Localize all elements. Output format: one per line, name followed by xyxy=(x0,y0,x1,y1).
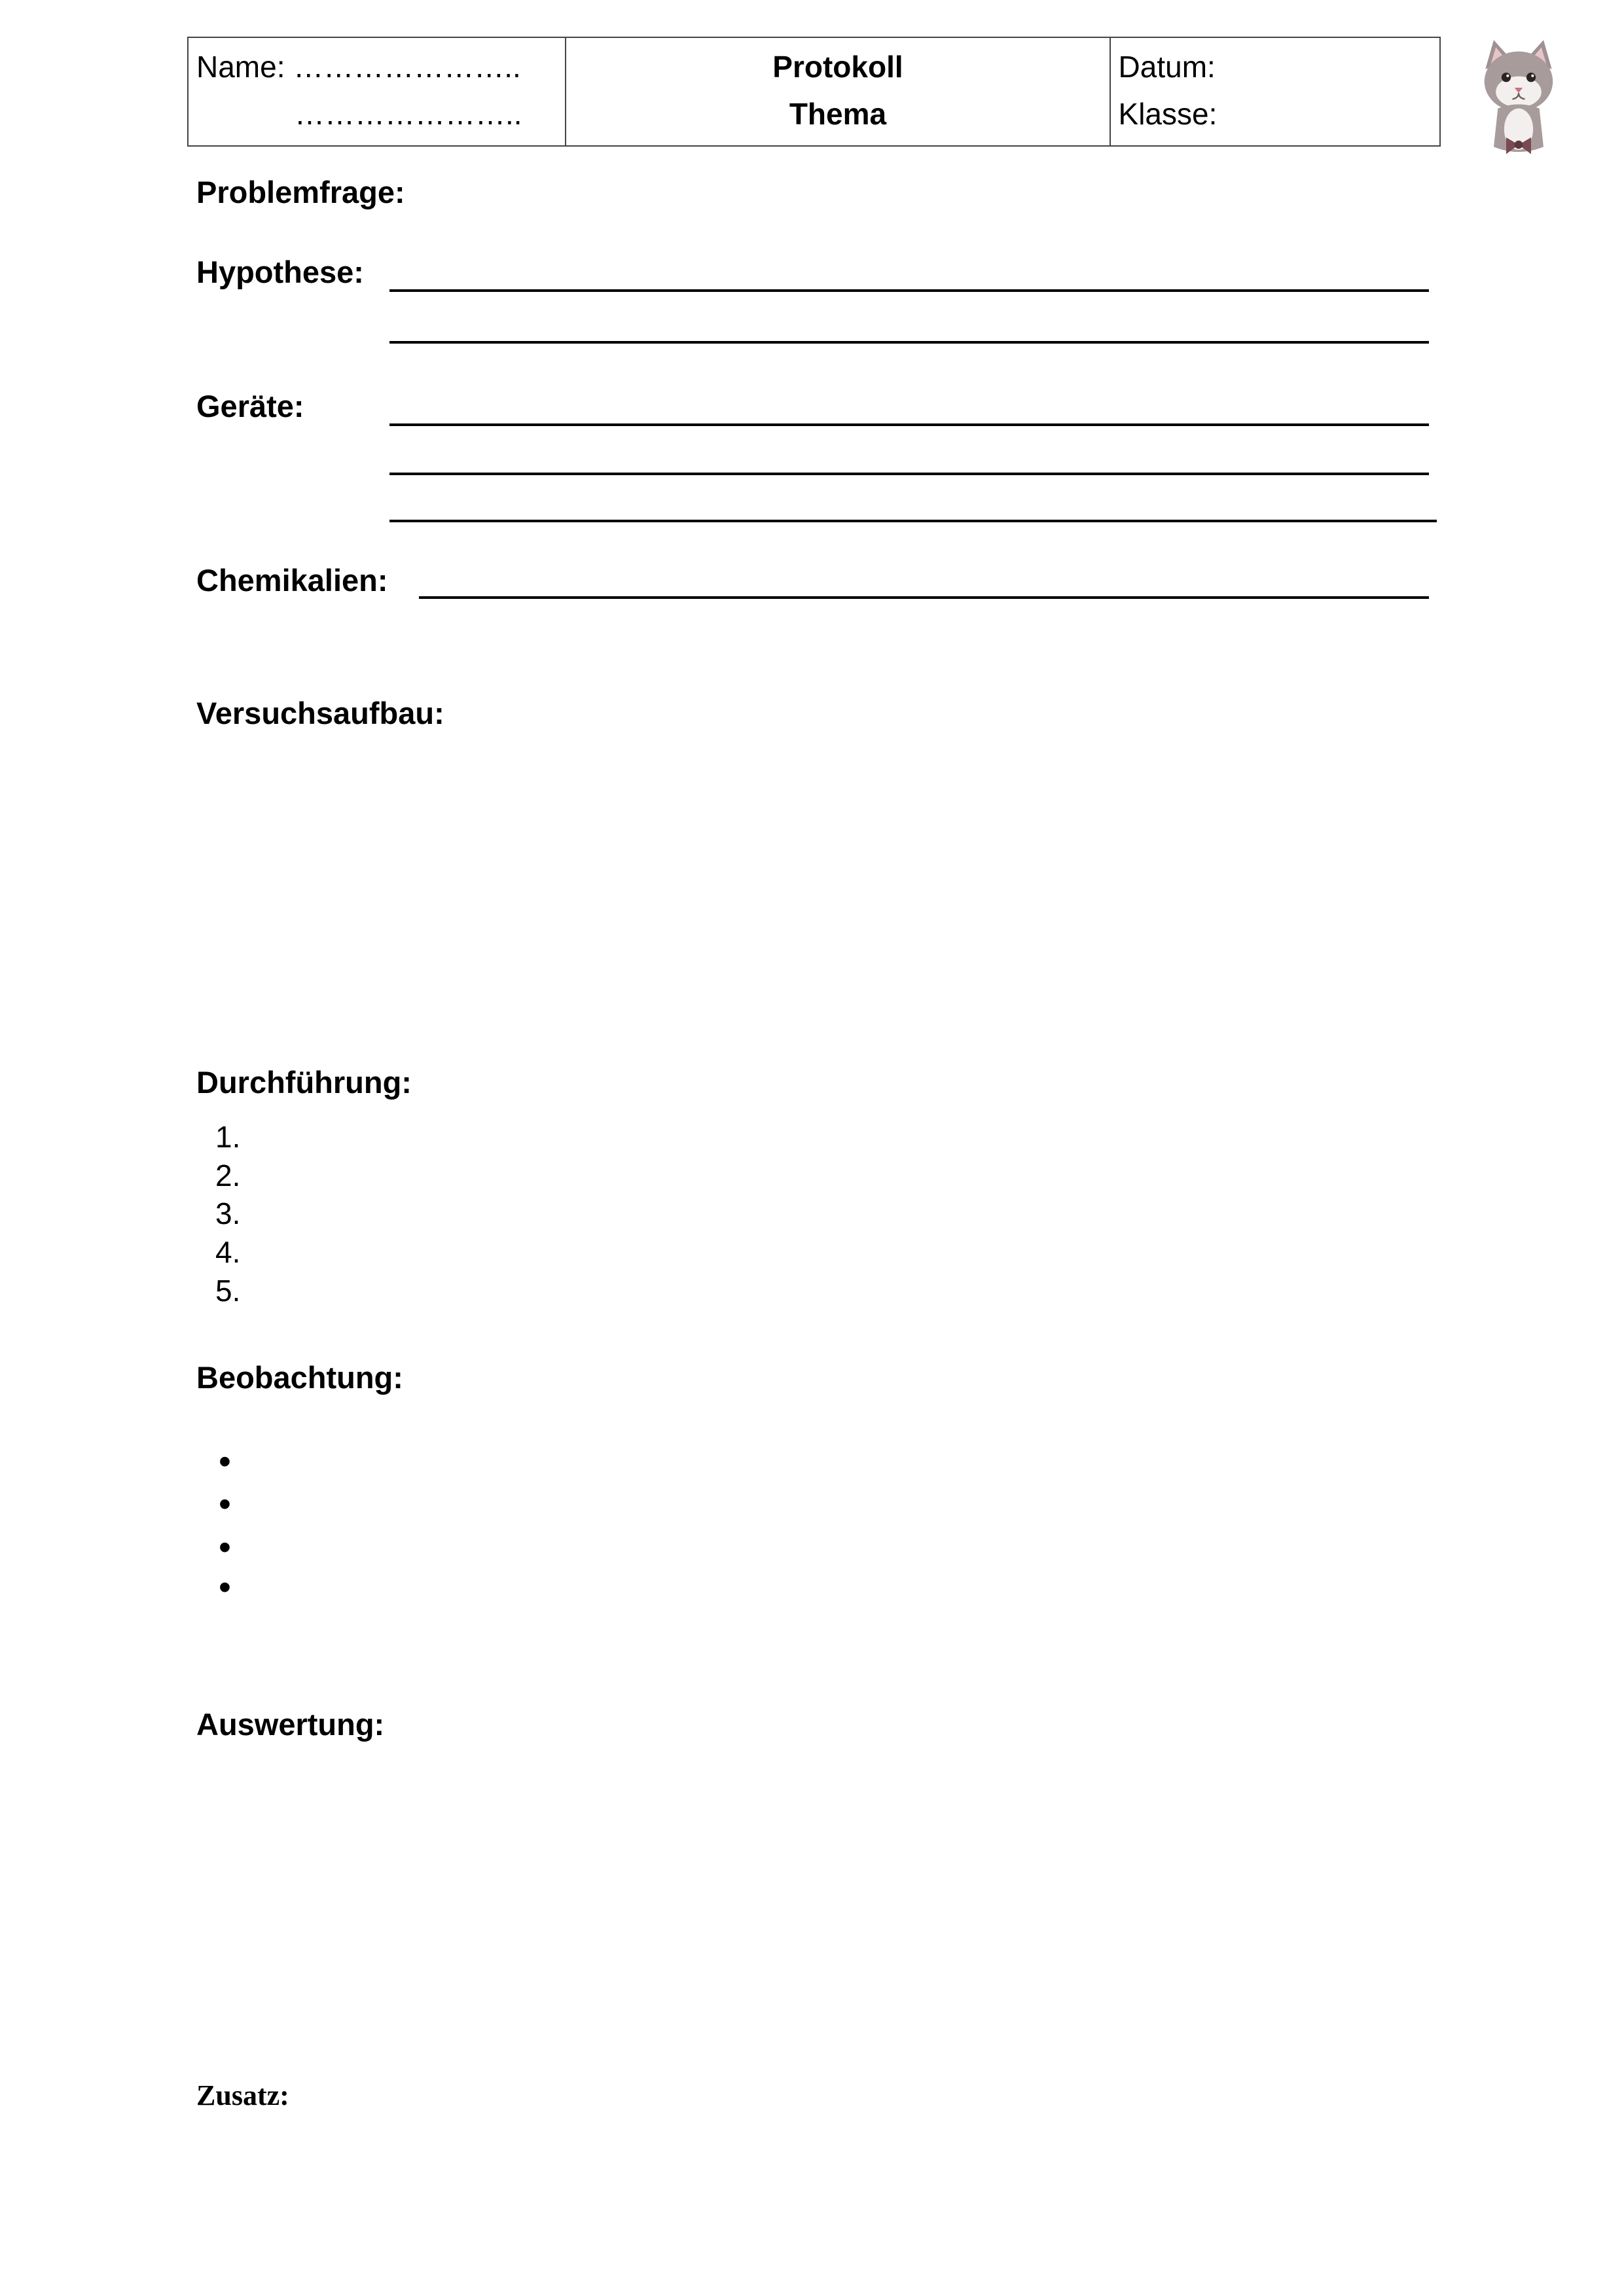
name-dotted-line: ………………….. xyxy=(295,97,522,131)
section-label-beobachtung: Beobachtung: xyxy=(196,1360,403,1395)
section-label-problemfrage: Problemfrage: xyxy=(196,175,405,209)
section-label-durchfuehrung: Durchführung: xyxy=(196,1065,412,1100)
bullet-point: • xyxy=(219,1484,231,1524)
fill-line-hypothese-1 xyxy=(389,289,1429,292)
bullet-point: • xyxy=(219,1442,231,1481)
list-item-number: 4. xyxy=(215,1235,241,1269)
section-label-chemikalien: Chemikalien: xyxy=(196,563,388,598)
bullet-point: • xyxy=(219,1568,231,1607)
fill-line-geraete-3 xyxy=(389,520,1437,522)
header-table xyxy=(187,37,1441,147)
header-cell-title xyxy=(566,38,1110,145)
list-item-number: 5. xyxy=(215,1274,241,1308)
section-label-zusatz: Zusatz: xyxy=(196,2079,289,2111)
section-label-auswertung: Auswertung: xyxy=(196,1707,385,1742)
cat-clipart-image xyxy=(1466,38,1571,162)
section-label-geraete: Geräte: xyxy=(196,389,304,423)
name-label: Name: ………………….. xyxy=(196,50,521,84)
bullet-point: • xyxy=(219,1528,231,1567)
header-cell-name xyxy=(189,38,566,145)
fill-line-geraete-2 xyxy=(389,473,1429,475)
list-item-number: 3. xyxy=(215,1196,241,1230)
klasse-label: Klasse: xyxy=(1118,97,1218,131)
fill-line-chemikalien xyxy=(419,596,1429,599)
list-item-number: 1. xyxy=(215,1120,241,1154)
list-item-number: 2. xyxy=(215,1158,241,1193)
document-subtitle: Thema xyxy=(789,97,887,131)
section-label-versuchsaufbau: Versuchsaufbau: xyxy=(196,696,444,730)
section-label-hypothese: Hypothese: xyxy=(196,255,364,289)
datum-label: Datum: xyxy=(1118,50,1216,84)
fill-line-hypothese-2 xyxy=(389,341,1429,344)
fill-line-geraete-1 xyxy=(389,423,1429,426)
document-title: Protokoll xyxy=(772,50,903,84)
header-cell-datum xyxy=(1111,38,1439,145)
